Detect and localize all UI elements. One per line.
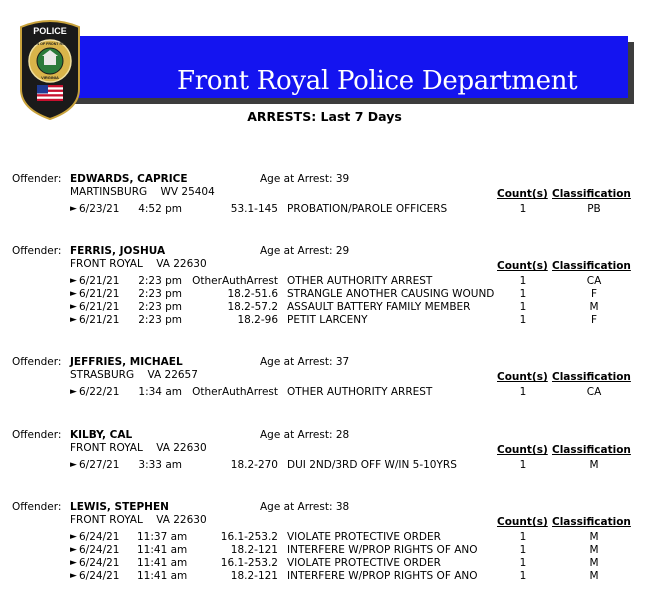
badge-state-text: VIRGINIA: [41, 75, 59, 80]
offender-name: JEFFRIES, MICHAEL: [70, 356, 183, 368]
charge-time: 11:37 am: [137, 531, 188, 543]
offender-label: Offender:: [12, 356, 62, 368]
classification-header: Classification: [552, 371, 631, 383]
charge-description: OTHER AUTHORITY ARREST: [287, 275, 433, 287]
offender-name: KILBY, CAL: [70, 429, 133, 441]
age-label: Age at Arrest:: [260, 356, 333, 368]
charge-date: 6/24/21: [79, 544, 120, 556]
bullet-arrow-icon: ►: [70, 204, 77, 214]
charge-date: 6/24/21: [79, 570, 120, 582]
charge-description: INTERFERE W/PROP RIGHTS OF ANO: [287, 544, 478, 556]
charge-count: 1: [519, 288, 527, 300]
offender-address: [70, 442, 207, 454]
charge-code: 18.2-121: [230, 544, 278, 556]
bullet-arrow-icon: ►: [70, 387, 77, 397]
badge-seal-building: [44, 56, 56, 65]
charge-date: 6/21/21: [79, 288, 120, 300]
offender-block: [0, 173, 649, 243]
classification-header: Classification: [552, 260, 631, 272]
charge-code: 18.2-270: [230, 459, 278, 471]
charge-description: DUI 2ND/3RD OFF W/IN 5-10YRS: [287, 459, 457, 471]
charge-code: 16.1-253.2: [220, 557, 278, 569]
age-label: Age at Arrest:: [260, 245, 333, 257]
charge-count: 1: [519, 557, 527, 569]
charge-classification: F: [590, 288, 598, 300]
charge-date: 6/24/21: [79, 531, 120, 543]
age-value: 29: [335, 245, 350, 257]
charge-classification: M: [589, 301, 599, 313]
badge-police-text: POLICE: [33, 26, 67, 36]
address-city: FRONT ROYAL: [70, 258, 143, 270]
department-banner: [27, 36, 634, 104]
charge-description: ASSAULT BATTERY FAMILY MEMBER: [287, 301, 471, 313]
charge-code: 18.2-57.2: [227, 301, 278, 313]
address-state-zip: VA 22630: [156, 258, 207, 270]
address-state-zip: VA 22630: [156, 514, 207, 526]
age-at-arrest: [260, 501, 349, 513]
charge-time: 11:41 am: [137, 557, 188, 569]
charge-count: 1: [519, 531, 527, 543]
charge-classification: CA: [586, 275, 602, 287]
address-city: FRONT ROYAL: [70, 442, 143, 454]
counts-header: Count(s): [497, 444, 548, 456]
charge-count: 1: [519, 314, 527, 326]
counts-header: Count(s): [497, 516, 548, 528]
classification-header: Classification: [552, 444, 631, 456]
address-state-zip: VA 22657: [147, 369, 198, 381]
age-at-arrest: [260, 245, 349, 257]
bullet-arrow-icon: ►: [70, 302, 77, 312]
address-state-zip: VA 22630: [156, 442, 207, 454]
age-label: Age at Arrest:: [260, 173, 333, 185]
charge-row: [0, 386, 649, 399]
charge-date: 6/22/21: [79, 386, 120, 398]
charge-time: 11:41 am: [137, 570, 188, 582]
offender-label: Offender:: [12, 245, 62, 257]
charge-row: [0, 275, 649, 288]
charge-description: STRANGLE ANOTHER CAUSING WOUND: [287, 288, 495, 300]
us-flag-icon: [37, 85, 63, 101]
banner-background: [27, 36, 628, 98]
bullet-arrow-icon: ►: [70, 571, 77, 581]
charge-time: 2:23 pm: [138, 301, 182, 313]
age-value: 39: [335, 173, 350, 185]
age-at-arrest: [260, 429, 349, 441]
charge-classification: CA: [586, 386, 602, 398]
charge-code: 53.1-145: [230, 203, 278, 215]
charge-description: VIOLATE PROTECTIVE ORDER: [287, 557, 441, 569]
charge-date: 6/21/21: [79, 275, 120, 287]
charge-count: 1: [519, 275, 527, 287]
charge-time: 2:23 pm: [138, 288, 182, 300]
charge-time: 3:33 am: [138, 459, 182, 471]
charge-date: 6/24/21: [79, 557, 120, 569]
charge-count: 1: [519, 570, 527, 582]
charge-time: 2:23 pm: [138, 275, 182, 287]
charge-description: INTERFERE W/PROP RIGHTS OF ANO: [287, 570, 478, 582]
offender-block: [0, 501, 649, 582]
offender-address: [70, 258, 207, 270]
address-city: FRONT ROYAL: [70, 514, 143, 526]
police-badge-logo: [17, 17, 83, 121]
charge-classification: M: [589, 459, 599, 471]
charge-date: 6/21/21: [79, 314, 120, 326]
charge-row: [0, 570, 649, 583]
charge-date: 6/21/21: [79, 301, 120, 313]
charge-row: [0, 531, 649, 544]
age-at-arrest: [260, 173, 349, 185]
charge-count: 1: [519, 459, 527, 471]
offender-label: Offender:: [12, 173, 62, 185]
bullet-arrow-icon: ►: [70, 558, 77, 568]
bullet-arrow-icon: ►: [70, 545, 77, 555]
charge-description: VIOLATE PROTECTIVE ORDER: [287, 531, 441, 543]
charge-code: 16.1-253.2: [220, 531, 278, 543]
charge-row: [0, 544, 649, 557]
offender-name: EDWARDS, CAPRICE: [70, 173, 188, 185]
classification-header: Classification: [552, 516, 631, 528]
age-label: Age at Arrest:: [260, 429, 333, 441]
charge-row: [0, 557, 649, 570]
charge-row: [0, 301, 649, 314]
age-label: Age at Arrest:: [260, 501, 333, 513]
offender-block: [0, 245, 649, 326]
charge-description: OTHER AUTHORITY ARREST: [287, 386, 433, 398]
department-title: Front Royal Police Department: [177, 66, 578, 96]
charge-count: 1: [519, 301, 527, 313]
charge-code: OtherAuthArrest: [192, 275, 278, 287]
charge-classification: M: [589, 570, 599, 582]
address-city: MARTINSBURG: [70, 186, 148, 198]
charge-classification: F: [590, 314, 598, 326]
bullet-arrow-icon: ►: [70, 276, 77, 286]
bullet-arrow-icon: ►: [70, 289, 77, 299]
offender-address: [70, 186, 215, 198]
charge-classification: PB: [587, 203, 601, 215]
charge-code: 18.2-51.6: [227, 288, 278, 300]
bullet-arrow-icon: ►: [70, 315, 77, 325]
offender-name: LEWIS, STEPHEN: [70, 501, 169, 513]
address-city: STRASBURG: [70, 369, 135, 381]
age-value: 37: [335, 356, 350, 368]
bullet-arrow-icon: ►: [70, 532, 77, 542]
counts-header: Count(s): [497, 188, 548, 200]
charge-code: 18.2-121: [230, 570, 278, 582]
charge-date: 6/23/21: [79, 203, 120, 215]
charge-row: [0, 288, 649, 301]
offender-label: Offender:: [12, 429, 62, 441]
charge-date: 6/27/21: [79, 459, 120, 471]
offender-block: [0, 429, 649, 499]
charge-description: PROBATION/PAROLE OFFICERS: [287, 203, 448, 215]
charge-time: 2:23 pm: [138, 314, 182, 326]
offender-address: [70, 369, 198, 381]
counts-header: Count(s): [497, 371, 548, 383]
charge-row: [0, 314, 649, 327]
charge-count: 1: [519, 386, 527, 398]
address-state-zip: WV 25404: [160, 186, 215, 198]
charge-row: [0, 459, 649, 472]
offender-block: [0, 356, 649, 426]
charge-time: 1:34 am: [138, 386, 182, 398]
offender-label: Offender:: [12, 501, 62, 513]
offender-address: [70, 514, 207, 526]
age-at-arrest: [260, 356, 349, 368]
charge-classification: M: [589, 544, 599, 556]
age-value: 28: [335, 429, 350, 441]
charge-code: OtherAuthArrest: [192, 386, 278, 398]
charge-classification: M: [589, 531, 599, 543]
charge-count: 1: [519, 203, 527, 215]
bullet-arrow-icon: ►: [70, 460, 77, 470]
charge-code: 18.2-96: [237, 314, 278, 326]
report-title: ARRESTS: Last 7 Days: [247, 109, 402, 124]
charge-row: [0, 203, 649, 216]
charge-description: PETIT LARCENY: [287, 314, 368, 326]
charge-time: 4:52 pm: [138, 203, 182, 215]
badge-ring-text: TOWN OF FRONT ROYAL: [28, 42, 72, 46]
charge-count: 1: [519, 544, 527, 556]
age-value: 38: [335, 501, 350, 513]
charge-classification: M: [589, 557, 599, 569]
offender-name: FERRIS, JOSHUA: [70, 245, 166, 257]
classification-header: Classification: [552, 188, 631, 200]
charge-time: 11:41 am: [137, 544, 188, 556]
counts-header: Count(s): [497, 260, 548, 272]
